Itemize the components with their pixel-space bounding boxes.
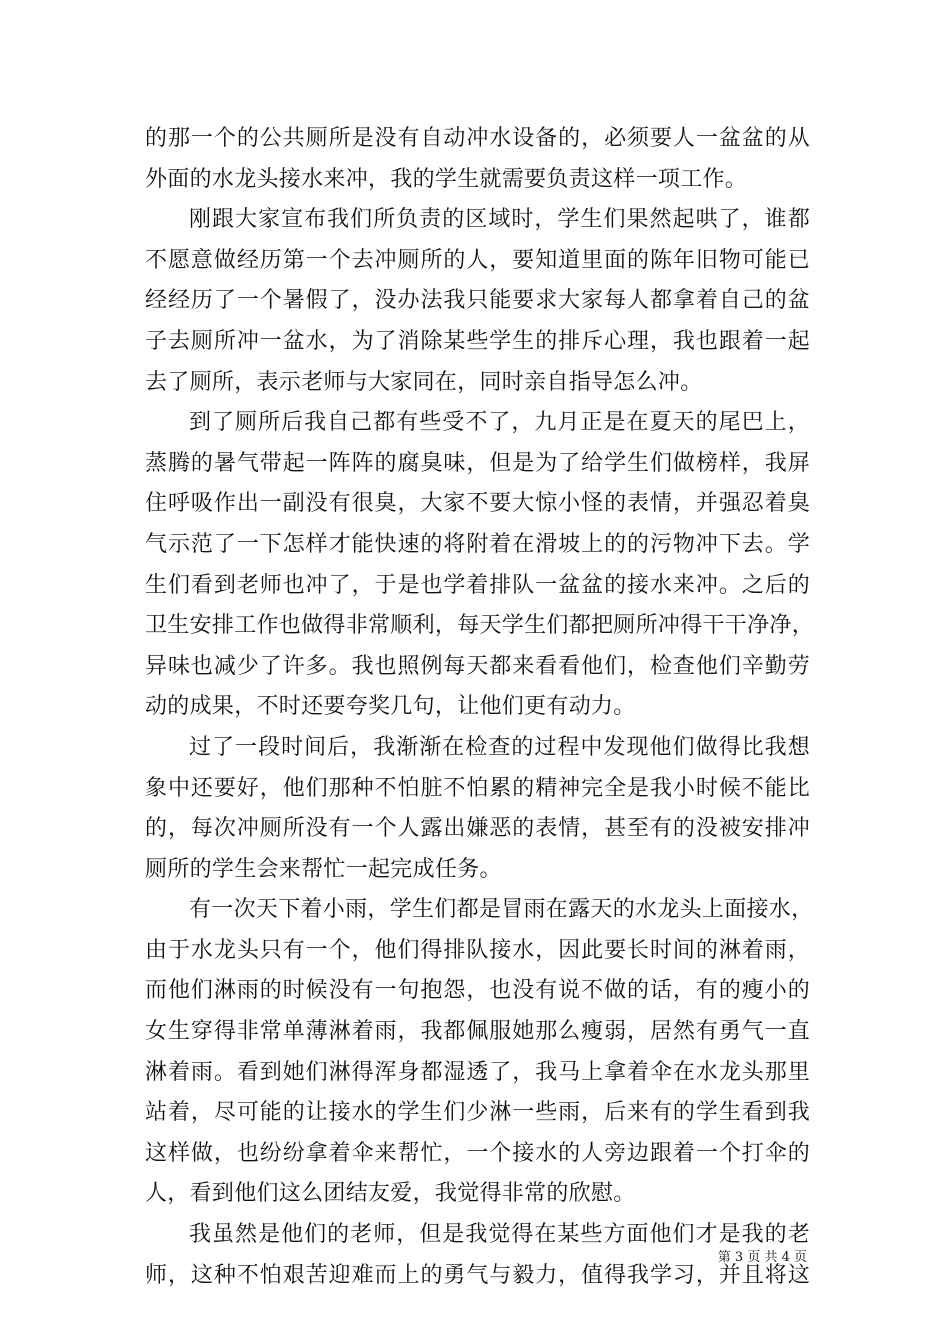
paragraph	[145, 890, 814, 1215]
text-line: 刚跟大家宣布我们所负责的区域时，学生们果然起哄了，谁都	[189, 207, 810, 233]
text-line: 卫生安排工作也做得非常顺利，每天学生们都把厕所冲得干干净净，	[145, 613, 815, 639]
text-line: 由于水龙头只有一个，他们得排队接水，因此要长时间的淋着雨，	[145, 937, 810, 963]
text-line: 而他们淋雨的时候没有一句抱怨，也没有说不做的话，有的瘦小的	[145, 978, 810, 1004]
text-line: 经经历了一个暑假了，没办法我只能要求大家每人都拿着自己的盆	[145, 288, 810, 314]
text-line: 女生穿得非常单薄淋着雨，我都佩服她那么瘦弱，居然有勇气一直	[145, 1019, 810, 1045]
paragraph	[145, 200, 810, 403]
text-line: 生们看到老师也冲了，于是也学着排队一盆盆的接水来冲。之后的	[145, 572, 810, 598]
text-line: 我虽然是他们的老师，但是我觉得在某些方面他们才是我的老	[189, 1222, 810, 1248]
text-line: 人，看到他们这么团结友爱，我觉得非常的欣慰。	[145, 1181, 636, 1207]
text-line: 蒸腾的暑气带起一阵阵的腐臭味，但是为了给学生们做榜样，我屏	[145, 450, 810, 476]
text-line: 的，每次冲厕所没有一个人露出嫌恶的表情，甚至有的没被安排冲	[145, 816, 810, 842]
text-line: 住呼吸作出一副没有很臭，大家不要大惊小怪的表情，并强忍着臭	[145, 491, 810, 517]
text-line: 不愿意做经历第一个去冲厕所的人，要知道里面的陈年旧物可能已	[145, 247, 810, 273]
text-line: 去了厕所，表示老师与大家同在，同时亲自指导怎么冲。	[145, 369, 703, 395]
page-number: 第 3 页 共 4 页	[717, 1250, 807, 1265]
text-line: 淋着雨。看到她们淋得浑身都湿透了，我马上拿着伞在水龙头那里	[145, 1059, 810, 1085]
text-line: 这样做，也纷纷拿着伞来帮忙，一个接水的人旁边跟着一个打伞的	[145, 1140, 810, 1166]
text-line: 到了厕所后我自己都有些受不了，九月正是在夏天的尾巴上，	[189, 410, 810, 436]
text-line: 异味也减少了许多。我也照例每天都来看看他们，检查他们辛勤劳	[145, 653, 810, 679]
text-line: 站着，尽可能的让接水的学生们少淋一些雨，后来有的学生看到我	[145, 1100, 810, 1126]
document-body	[145, 119, 815, 1296]
paragraph	[145, 119, 810, 200]
text-line: 动的成果，不时还要夸奖几句，让他们更有动力。	[145, 694, 636, 720]
text-line: 外面的水龙头接水来冲，我的学生就需要负责这样一项工作。	[145, 166, 748, 192]
text-line: 子去厕所冲一盆水，为了消除某些学生的排斥心理，我也跟着一起	[145, 328, 810, 354]
paragraph	[145, 1215, 810, 1296]
text-line: 有一次天下着小雨，学生们都是冒雨在露天的水龙头上面接水，	[189, 897, 814, 923]
text-line: 过了一段时间后，我渐渐在检查的过程中发现他们做得比我想	[189, 734, 810, 760]
paragraph	[145, 403, 815, 728]
paragraph	[145, 728, 810, 890]
text-line: 气示范了一下怎样才能快速的将附着在滑坡上的的污物冲下去。学	[145, 531, 810, 557]
text-line: 象中还要好，他们那种不怕脏不怕累的精神完全是我小时候不能比	[145, 775, 810, 801]
text-line: 师，这种不怕艰苦迎难而上的勇气与毅力，值得我学习，并且将这	[145, 1262, 810, 1288]
text-line: 厕所的学生会来帮忙一起完成任务。	[145, 856, 502, 882]
text-line: 的那一个的公共厕所是没有自动冲水设备的，必须要人一盆盆的从	[145, 126, 810, 151]
